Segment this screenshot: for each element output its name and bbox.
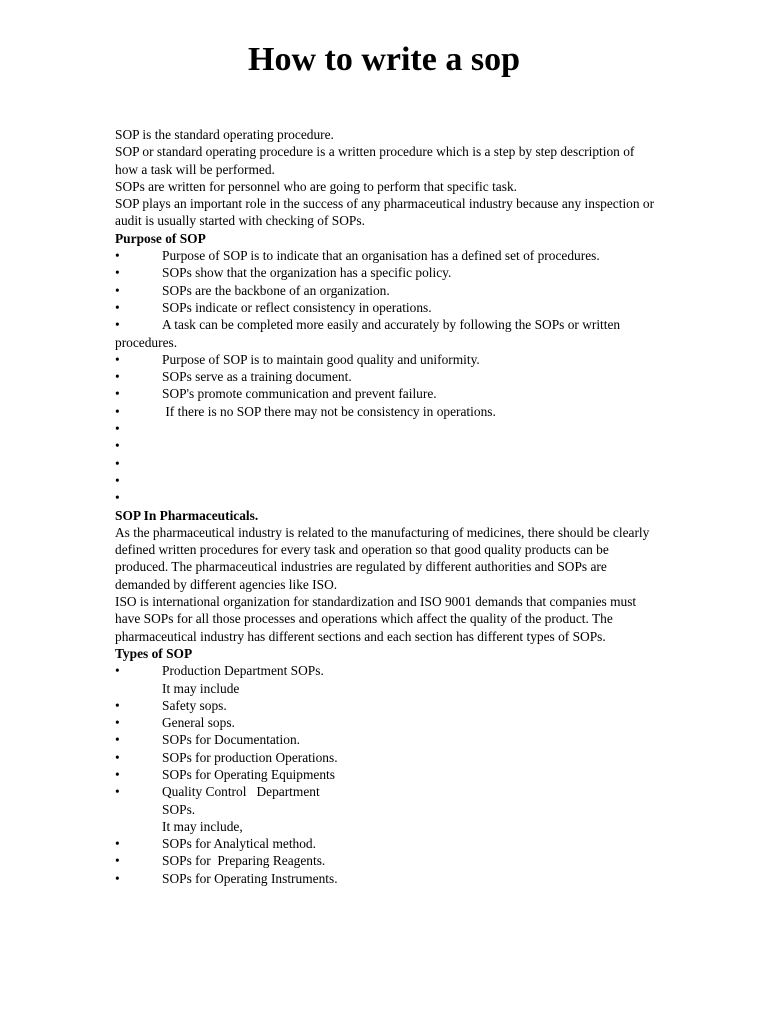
purpose-item-text: A task can be completed more easily and accurately by following the SOPs or written procedures. [115,317,621,350]
purpose-item-text: SOPs show that the organization has a specific policy. [162,265,452,281]
types-list-item [115,714,655,731]
bullet-icon: • [115,870,120,886]
document-body [115,126,655,887]
pharma-paragraph: As the pharmaceutical industry is related to the manufacturing of medicines, there should be clearly defined written procedures for every task and operation so that good quality products can be produced. The pharmaceutical industries are regulated by different authorities and SOPs are demanded by different agencies like ISO. [115,524,650,592]
types-item-text: SOPs for Operating Instruments. [162,870,338,886]
purpose-list-item [115,247,655,264]
types-continuation: SOPs. [162,801,196,817]
types-list-item [115,731,655,748]
types-item-text: SOPs for production Operations. [162,749,338,765]
bullet-icon: • [115,248,120,264]
bullet-icon: • [115,749,120,765]
bullet-icon: • [115,836,120,852]
bullet-icon: • [115,299,120,315]
bullet-icon: • [115,663,120,679]
purpose-list-item [115,264,655,281]
purpose-item-text: SOPs indicate or reflect consistency in operations. [162,299,432,315]
types-list-item [115,697,655,714]
bullet-icon: • [115,265,120,281]
intro-paragraph: SOPs are written for personnel who are going to perform that specific task. [115,178,517,194]
types-list-item [115,835,655,852]
types-item-text: SOPs for Documentation. [162,732,300,748]
purpose-list-item [115,368,655,385]
bullet-icon: • [115,732,120,748]
purpose-item-text: SOPs are the backbone of an organization. [162,282,390,298]
purpose-list-item [115,282,655,299]
empty-list-item [115,489,655,506]
purpose-list-item [115,299,655,316]
purpose-list-item [115,351,655,368]
empty-list-item [115,420,655,437]
purpose-item-text: Purpose of SOP is to indicate that an organisation has a defined set of procedures. [162,248,600,264]
types-list-item [115,870,655,887]
types-list-item [115,662,655,679]
intro-paragraph: SOP plays an important role in the success of any pharmaceutical industry because any inspection or audit is usually started with checking of SOPs. [115,196,655,229]
bullet-icon: • [115,421,120,437]
purpose-heading: Purpose of SOP [115,230,206,246]
bullet-icon: • [115,351,120,367]
types-item-text: General sops. [162,715,235,731]
purpose-item-text: SOPs serve as a training document. [162,369,352,385]
types-item-text: Production Department SOPs. [162,663,324,679]
bullet-icon: • [115,784,120,800]
bullet-icon: • [115,438,120,454]
page-title: How to write a sop [248,41,520,78]
bullet-icon: • [115,386,120,402]
purpose-list-item [115,385,655,402]
purpose-item-text: Purpose of SOP is to maintain good quality and uniformity. [162,351,480,367]
bullet-icon: • [115,766,120,782]
empty-list-item [115,472,655,489]
bullet-icon: • [115,403,120,419]
intro-paragraph: SOP or standard operating procedure is a written procedure which is a step by step description of how a task will be performed. [115,144,635,177]
types-note: It may include [162,680,240,696]
empty-list-item [115,437,655,454]
types-note: It may include, [162,818,243,834]
intro-paragraph: SOP is the standard operating procedure. [115,127,334,142]
types-heading: Types of SOP [115,645,193,661]
pharma-paragraph: ISO is international organization for standardization and ISO 9001 demands that companies must have SOPs for all those processes and operations which affect the quality of the product. The pharmaceutical industry has different sections and each section has different types of SOPs. [115,594,637,644]
bullet-icon: • [115,490,120,506]
bullet-icon: • [115,455,120,471]
types-list-item [115,852,655,869]
bullet-icon: • [115,853,120,869]
types-list-item [115,783,655,800]
types-item-text: Quality Control Department [162,784,320,800]
bullet-icon: • [115,282,120,298]
types-item-text: Safety sops. [162,697,227,713]
types-item-text: SOPs for Analytical method. [162,836,316,852]
purpose-item-text: If there is no SOP there may not be consistency in operations. [162,403,496,419]
bullet-icon: • [115,317,120,333]
bullet-icon: • [115,715,120,731]
bullet-icon: • [115,369,120,385]
pharma-heading: SOP In Pharmaceuticals. [115,507,259,523]
purpose-item-text: SOP's promote communication and prevent failure. [162,386,437,402]
bullet-icon: • [115,697,120,713]
types-list-item [115,766,655,783]
purpose-list-item [115,316,655,351]
types-list-item [115,749,655,766]
bullet-icon: • [115,472,120,488]
purpose-list-item [115,403,655,420]
empty-list-item [115,455,655,472]
types-item-text: SOPs for Operating Equipments [162,766,335,782]
types-item-text: SOPs for Preparing Reagents. [162,853,326,869]
